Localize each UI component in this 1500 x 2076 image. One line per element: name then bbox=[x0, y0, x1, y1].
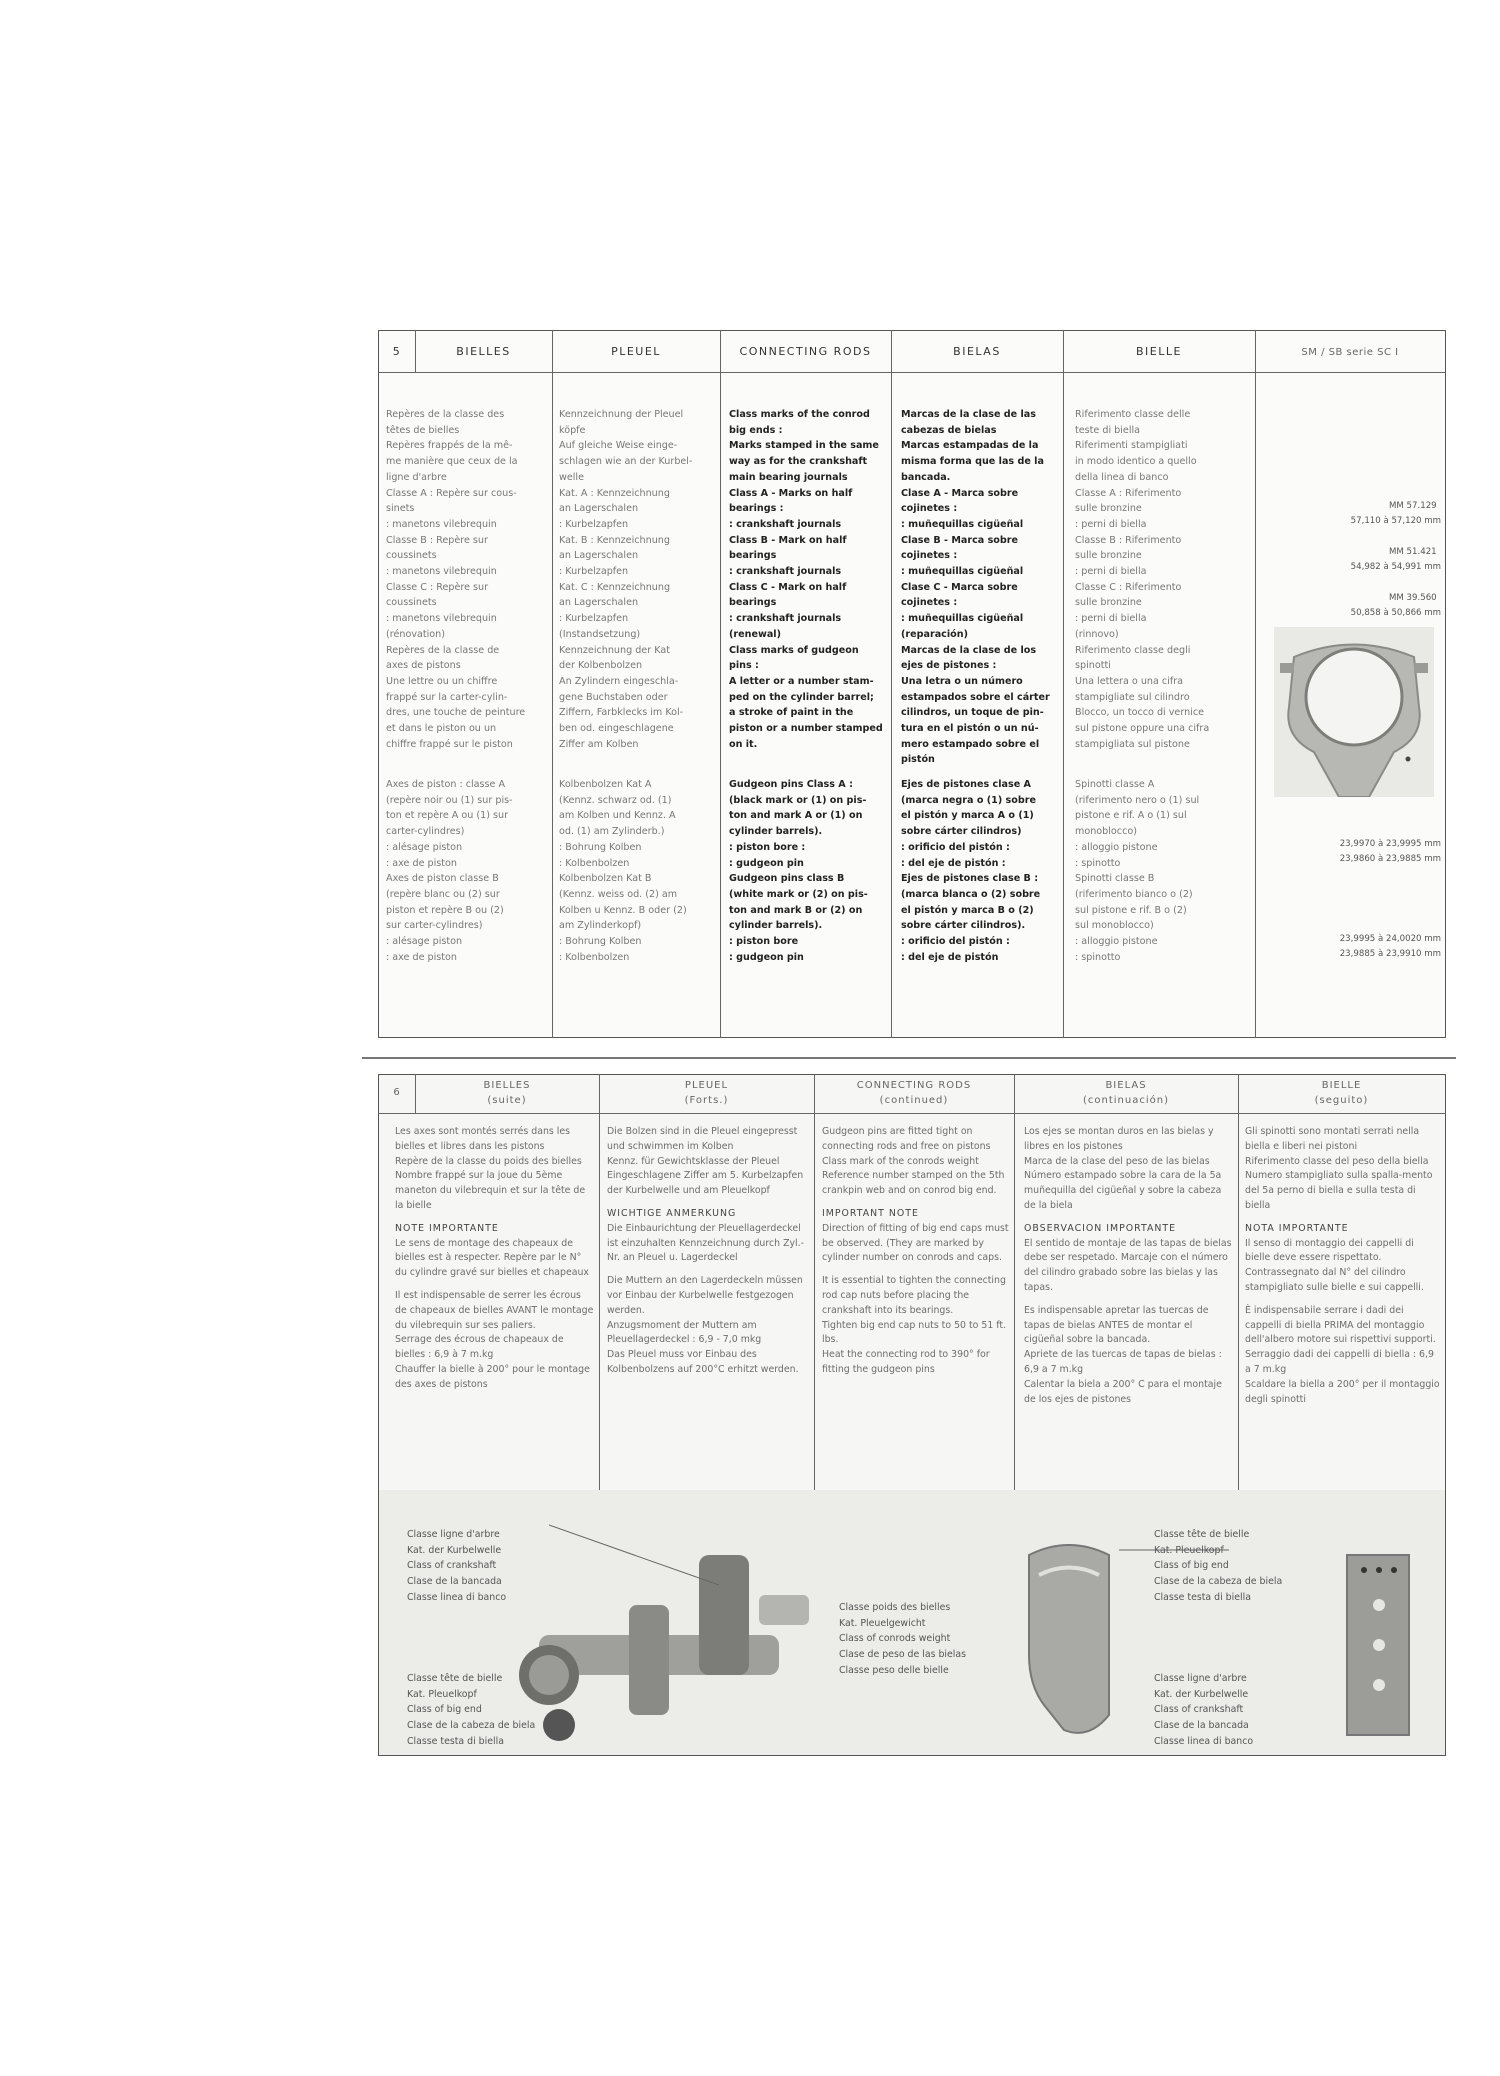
text-fr-lower: Axes de piston : classe A (repère noir ou (1) sur pis- ton et repère A ou (1) sur carter-cylindres) : alésage piston : axe de piston Axes de piston classe B (repère blanc ou (2) sur piston et repère B ou (2) sur carter-cylindres) : alésage piston : axe de piston bbox=[386, 779, 513, 963]
column-header-de: PLEUEL bbox=[611, 345, 661, 358]
text-it-lower: Spinotti classe A (riferimento nero o (1) sul pistone e rif. A o (1) sul monoblocco) : alloggio pistone : spinotto Spinotti classe B (riferimento bianco o (2) sul pistone e rif. B o (2) sul monoblocco) : alloggio pistone : spinotto bbox=[1075, 779, 1200, 963]
note-text: Direction of fitting of big end caps must be observed. (They are marked by cylinder number on conrods and caps. bbox=[822, 1222, 1009, 1264]
header-sub: (continued) bbox=[879, 1095, 949, 1106]
connecting-rod-photo bbox=[1274, 627, 1434, 797]
note-text: Il est indispensable de serrer les écrous de chapeaux de bielles AVANT le montage du vilebrequin sur ses paliers. Serrage des écrous de chapeaux de bielles : 6,9 à 7 m.kg Chauffer la bielle à 200° pour le montage des axes de pistons bbox=[395, 1289, 594, 1390]
header-title: CONNECTING RODS bbox=[856, 1080, 972, 1091]
intro-text: Los ejes se montan duros en las bielas y libres en los pistones Marca de la clase del peso de las bielas Número estampado sobre la cara de la 5a muñequilla del cigüeñal y sobre la cabeza de la biela bbox=[1024, 1126, 1222, 1211]
note-text: Die Muttern an den Lagerdeckeln müssen vor Einbau der Kurbelwelle festgezogen werden. Anzugsmoment der Muttern am Pleuellagerdeckel : 6,9 - 7,0 mkg Das Pleuel muss vor Einbau des Kolbenbolzens auf 200°C erhitzt werden. bbox=[607, 1275, 803, 1375]
page-number: 6 bbox=[393, 1087, 401, 1098]
note-text: Le sens de montage des chapeaux de bielles est à respecter. Repère par le N° du cylindre gravé sur bielles et chapeaux bbox=[395, 1237, 589, 1279]
table-page-6 bbox=[378, 1074, 1446, 1756]
text-de bbox=[607, 1125, 810, 1490]
spec-value: 23,9995 à 24,0020 mm bbox=[1339, 934, 1441, 944]
column-header-es bbox=[1014, 1078, 1238, 1108]
note-text: Il senso di montaggio dei cappelli di bielle deve essere rispettato. Contrassegnato dal N° del cilindro stampigliato sulle bielle e sui cappelli. bbox=[1245, 1237, 1424, 1293]
intro-text: Gli spinotti sono montati serrati nella biella e liberi nei pistoni Riferimento classe del peso della biella Numero stampigliato sulla spalla-mento del 5a perno di biella e sulla testa di biella bbox=[1245, 1126, 1433, 1211]
spec-value: 23,9970 à 23,9995 mm bbox=[1339, 839, 1441, 849]
text-en-lower: Gudgeon pins Class A : (black mark or (1) on pis- ton and mark A or (1) on cylinder barrels). : piston bore : : gudgeon pin Gudgeon pins class B (white mark or (2) on pis- ton and mark B or (2) on cylinder barrels). : piston bore : gudgeon pin bbox=[729, 779, 868, 963]
header-sub: (suite) bbox=[487, 1095, 527, 1106]
column-header-it: BIELLE bbox=[1136, 345, 1182, 358]
column-header-es: BIELAS bbox=[953, 345, 1001, 358]
col-divider bbox=[814, 1075, 815, 1490]
header-sub: (seguito) bbox=[1314, 1095, 1369, 1106]
spec-value: MM 39.560 bbox=[1389, 593, 1437, 603]
col-divider bbox=[552, 331, 553, 1037]
spec-value: 57,110 à 57,120 mm bbox=[1350, 516, 1441, 526]
col-divider bbox=[891, 331, 892, 1037]
note-title: NOTA IMPORTANTE bbox=[1245, 1222, 1349, 1234]
label-big-end-class: Classe tête de bielle Kat. Pleuelkopf Class of big end Clase de la cabeza de biela Classe testa di biella bbox=[407, 1673, 536, 1747]
spec-value: 50,858 à 50,866 mm bbox=[1350, 608, 1441, 618]
column-header-de bbox=[599, 1078, 814, 1108]
text-es-upper: Marcas de la clase de las cabezas de bielas Marcas estampadas de la misma forma que las de la bancada. Clase A - Marca sobre cojinetes : : muñequillas cigüeñal Clase B - Marca sobre cojinetes : : muñequillas cigüeñal Clase C - Marca sobre cojinetes : : muñequillas cigüeñal (reparación) Marcas de la clase de los ejes de pistones : Una letra o un número estampados sobre el cárter cilindros, un toque de pin- tura en el pistón o un nú- mero estampado sobre el pistón bbox=[901, 409, 1050, 766]
bearing-shell-photo bbox=[1019, 1535, 1119, 1745]
text-es-lower: Ejes de pistones clase A (marca negra o (1) sobre el pistón y marca A o (1) sobre cárter cilindros) : orificio del pistón : : del eje de pistón : Ejes de pistones clase B : (marca blanca o (2) sobre el pistón y marca B o (2) sobre cárter cilindros). : orificio del pistón : : del eje de pistón bbox=[901, 779, 1041, 963]
text-it-upper: Riferimento classe delle teste di biella Riferimenti stampigliati in modo identico a quello della linea di banco Classe A : Riferimento sulle bronzine : perni di biella Classe B : Riferimento sulle bronzine : perni di biella Classe C : Riferimento sulle bronzine : perni di biella (rinnovo) Riferimento classe degli spinotti Una lettera o una cifra stampigliate sul cilindro Blocco, un tocco di vernice sul pistone oppure una cifra stampigliata sul pistone bbox=[1075, 409, 1210, 750]
spec-value: 23,9860 à 23,9885 mm bbox=[1339, 854, 1441, 864]
col-divider bbox=[1238, 1075, 1239, 1490]
note-text: El sentido de montaje de las tapas de bielas debe ser respetado. Marcaje con el número del cilindro grabado sobre las bielas y las tapas. bbox=[1024, 1237, 1232, 1293]
column-header-fr: BIELLES bbox=[456, 345, 511, 358]
intro-text: Die Bolzen sind in die Pleuel eingepresst und schwimmen im Kolben Kennz. für Gewichtsklasse der Pleuel Eingeschlagene Ziffer am 5. Kurbelzapfen der Kurbelwelle und am Pleuelkopf bbox=[607, 1126, 804, 1197]
label-crankshaft-class: Classe ligne d'arbre Kat. der Kurbelwelle Class of crankshaft Clase de la bancada Classe linea di banco bbox=[407, 1529, 507, 1603]
text-de-lower: Kolbenbolzen Kat A (Kennz. schwarz od. (1) am Kolben und Kennz. A od. (1) am Zylinderb.) : Bohrung Kolben : Kolbenbolzen Kolbenbolzen Kat B (Kennz. weiss od. (2) am Kolben u Kennz. B oder (2) am Zylinderkopf) : Bohrung Kolben : Kolbenbolzen bbox=[559, 779, 687, 963]
text-it bbox=[1245, 1125, 1441, 1490]
header-title: PLEUEL bbox=[684, 1080, 729, 1091]
col-divider bbox=[599, 1075, 600, 1490]
header-title: BIELLE bbox=[1321, 1080, 1362, 1091]
header-title: BIELLES bbox=[483, 1080, 531, 1091]
header-divider bbox=[379, 1113, 1445, 1114]
label-crankshaft-class: Classe ligne d'arbre Kat. der Kurbelwelle Class of crankshaft Clase de la bancada Classe linea di banco bbox=[1154, 1673, 1254, 1747]
crankcase-photo bbox=[1339, 1545, 1419, 1745]
text-en bbox=[822, 1125, 1010, 1490]
text-en-upper: Class marks of the conrod big ends : Marks stamped in the same way as for the crankshaft main bearing journals Class A - Marks on half bearings : : crankshaft journals Class B - Mark on half bearings : crankshaft journals Class C - Mark on half bearings : crankshaft journals (renewal) Class marks of gudgeon pins : A letter or a number stam- ped on the cylinder barrel; a stroke of paint in the piston or a number stamped on it. bbox=[729, 409, 883, 750]
note-title: IMPORTANT NOTE bbox=[822, 1207, 919, 1219]
text-fr-upper: Repères de la classe des têtes de bielles Repères frappés de la mê- me manière que ceux de la ligne d'arbre Classe A : Repère sur cous- sinets : manetons vilebrequin Classe B : Repère sur coussinets : manetons vilebrequin Classe C : Repère sur coussinets : manetons vilebrequin (rénovation) Repères de la classe de axes de pistons Une lettre ou un chiffre frappé sur la carter-cylin- dres, une touche de peinture et dans le piston ou un chiffre frappé sur le piston bbox=[386, 409, 526, 750]
note-title: NOTE IMPORTANTE bbox=[395, 1222, 499, 1234]
note-text: È indispensabile serrare i dadi dei cappelli di biella PRIMA del montaggio dell'albero motore sui rispettivi supporti. Serraggio dadi dei cappelli di biella : 6,9 a 7 m.kg Scaldare la biella a 200° per il montaggio degli spinotti bbox=[1245, 1304, 1440, 1405]
col-divider bbox=[1014, 1075, 1015, 1490]
note-title: OBSERVACION IMPORTANTE bbox=[1024, 1222, 1177, 1234]
spec-value: MM 51.421 bbox=[1389, 547, 1437, 557]
col-divider bbox=[720, 331, 721, 1037]
note-text: It is essential to tighten the connecting rod cap nuts before placing the crankshaft into its bearings. Tighten big end cap nuts to 50 to 51 ft. lbs. Heat the connecting rod to 390° for fitting the gudgeon pins bbox=[822, 1275, 1007, 1375]
page-number: 5 bbox=[392, 345, 402, 358]
col-divider bbox=[1063, 331, 1064, 1037]
spec-value: 54,982 à 54,991 mm bbox=[1350, 562, 1441, 572]
note-text: Es indispensable apretar las tuercas de tapas de bielas ANTES de montar el cigüeñal sobre la bancada. Apriete de las tuercas de tapas de bielas : 6,9 a 7 m.kg Calentar la biela a 200° C para el montaje de los ejes de pistones bbox=[1024, 1304, 1222, 1405]
column-header-en: CONNECTING RODS bbox=[739, 345, 872, 358]
text-es bbox=[1024, 1125, 1234, 1490]
column-header-it bbox=[1238, 1078, 1445, 1108]
header-sub: (Forts.) bbox=[684, 1095, 729, 1106]
label-conrod-weight-class: Classe poids des bielles Kat. Pleuelgewicht Class of conrods weight Clase de peso de las bielas Classe peso delle bielle bbox=[839, 1602, 967, 1676]
intro-text: Gudgeon pins are fitted tight on connecting rods and free on pistons Class mark of the conrods weight Reference number stamped on the 5th crankpin web and on conrod big end. bbox=[822, 1126, 1005, 1197]
column-header-en bbox=[814, 1078, 1014, 1108]
text-de-upper: Kennzeichnung der Pleuel köpfe Auf gleiche Weise einge- schlagen wie an der Kurbel- welle Kat. A : Kennzeichnung an Lagerschalen : Kurbelzapfen Kat. B : Kennzeichnung an Lagerschalen : Kurbelzapfen Kat. C : Kennzeichnung an Lagerschalen : Kurbelzapfen (Instandsetzung) Kennzeichnung der Kat der Kolbenbolzen An Zylindern eingeschla- gene Buchstaben oder Ziffern, Farbklecks im Kol- ben od. eingeschlagene Ziffer am Kolben bbox=[559, 409, 693, 750]
col-divider bbox=[1255, 331, 1256, 1037]
intro-text: Les axes sont montés serrés dans les bielles et libres dans les pistons Repère de la classe du poids des bielles Nombre frappé sur la joue du 5ème maneton du vilebrequin et sur la tête de la bielle bbox=[395, 1126, 586, 1211]
header-title: BIELAS bbox=[1105, 1080, 1147, 1091]
column-header-model: SM / SB serie SC I bbox=[1301, 347, 1399, 358]
spec-value: 23,9885 à 23,9910 mm bbox=[1339, 949, 1441, 959]
label-big-end-class: Classe tête de bielle Kat. Pleuelkopf Class of big end Clase de la cabeza de biela Classe testa di biella bbox=[1154, 1529, 1283, 1603]
note-title: WICHTIGE ANMERKUNG bbox=[607, 1207, 737, 1219]
page-separator bbox=[362, 1057, 1456, 1059]
column-header-fr bbox=[415, 1078, 599, 1108]
text-fr bbox=[395, 1125, 595, 1490]
header-divider bbox=[379, 372, 1445, 373]
header-sub: (continuación) bbox=[1083, 1095, 1169, 1106]
spec-value: MM 57.129 bbox=[1389, 501, 1437, 511]
note-text: Die Einbaurichtung der Pleuellagerdeckel ist einzuhalten Kennzeichnung durch Zyl.-Nr. an Pleuel u. Lagerdeckel bbox=[607, 1222, 805, 1264]
table-page-5 bbox=[378, 330, 1446, 1038]
